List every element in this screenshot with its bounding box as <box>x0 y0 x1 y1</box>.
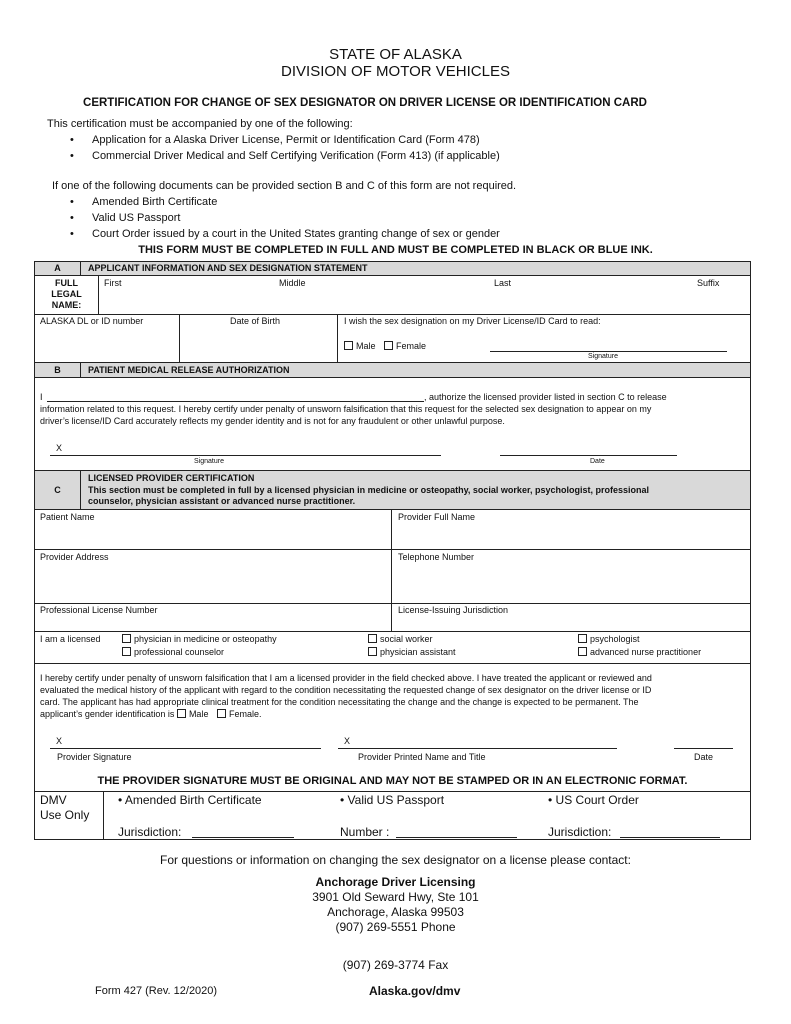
office-phone: (907) 269-5551 Phone <box>335 920 456 934</box>
alt-item-birth-certificate: • Amended Birth Certificate <box>92 196 217 209</box>
printed-name-line[interactable] <box>338 748 617 749</box>
section-b-letter: B <box>54 365 61 375</box>
printed-name-label: Provider Printed Name and Title <box>358 752 486 762</box>
original-signature-notice: THE PROVIDER SIGNATURE MUST BE ORIGINAL AND MAY NOT BE STAMPED OR IN AN ELECTRONIC FORMAT. <box>97 775 688 787</box>
form-title: CERTIFICATION FOR CHANGE OF SEX DESIGNATOR ON DRIVER LICENSE OR IDENTIFICATION CARD <box>83 97 647 109</box>
authorize-text: , authorize the licensed provider listed in section C to release <box>424 392 667 402</box>
dmv-jurisdiction-label-1: Jurisdiction: <box>118 825 182 839</box>
accompanied-text: This certification must be accompanied by one of the following: <box>47 118 353 130</box>
form-left-border <box>34 261 35 839</box>
provider-female-label: Female. <box>228 709 262 719</box>
state-heading: STATE OF ALASKA <box>329 46 462 63</box>
section-a-title: APPLICANT INFORMATION AND SEX DESIGNATION STATEMENT <box>88 263 368 273</box>
patient-date-line[interactable] <box>500 455 677 456</box>
patient-name-field[interactable] <box>36 524 390 548</box>
dmv-jurisdiction-field-1[interactable] <box>192 837 294 838</box>
provider-full-name-field[interactable] <box>393 524 749 548</box>
telephone-field[interactable] <box>393 564 749 602</box>
i-am-licensed-label: I am a licensed <box>40 634 101 644</box>
applicant-male-label: Male <box>356 341 376 351</box>
applicant-female-checkbox[interactable] <box>384 341 393 350</box>
jurisdiction-field[interactable] <box>393 617 749 630</box>
full-legal-name-label: FULL LEGAL NAME: <box>51 278 82 310</box>
provider-male-checkbox[interactable] <box>177 709 186 718</box>
division-heading: DIVISION OF MOTOR VEHICLES <box>281 63 510 80</box>
patient-signature-label: Signature <box>194 458 224 465</box>
certify-text-3: card. The applicant has had appropriate clinical treatment for the condition necessitating the change and the change is expected to be permanent. The <box>40 697 639 707</box>
office-fax: (907) 269-3774 Fax <box>342 958 449 972</box>
applicant-female-label: Female <box>396 341 427 351</box>
certify-text-4: applicant’s gender identification is <box>40 709 175 719</box>
website-link[interactable]: Alaska.gov/dmv <box>369 984 461 998</box>
certify-text-1: I hereby certify under penalty of unsworn falsification that I am a licensed provider in the field checked above. I have treated the applicant or reviewed and <box>40 673 652 683</box>
patient-date-label: Date <box>590 458 605 465</box>
accompany-item-form-413: • Commercial Driver Medical and Self Certifying Verification (Form 413) (if applicable) <box>92 150 500 163</box>
section-b-title: PATIENT MEDICAL RELEASE AUTHORIZATION <box>88 365 290 375</box>
nurse-practitioner-checkbox[interactable] <box>578 647 587 656</box>
provider-x-mark: X <box>56 736 63 746</box>
full-legal-name-field[interactable] <box>99 289 749 313</box>
printed-name-x-mark: X <box>344 736 351 746</box>
patient-signature-line[interactable] <box>50 455 441 456</box>
dob-field[interactable] <box>181 328 336 360</box>
dob-label: Date of Birth <box>230 316 281 326</box>
ink-notice: THIS FORM MUST BE COMPLETED IN FULL AND MUST BE COMPLETED IN BLACK OR BLUE INK. <box>138 244 653 256</box>
release-text-3: driver’s license/ID Card accurately reflects my gender identity and is not for any fraudulent or other unlawful purpose. <box>40 416 505 426</box>
physician-label: physician in medicine or osteopathy <box>134 634 277 644</box>
form-number: Form 427 (Rev. 12/2020) <box>95 985 218 997</box>
office-address-2: Anchorage, Alaska 99503 <box>327 905 464 919</box>
middle-name-label: Middle <box>279 278 306 288</box>
dmv-jurisdiction-field-2[interactable] <box>620 837 720 838</box>
patient-name-label: Patient Name <box>40 512 95 522</box>
office-address-1: 3901 Old Seward Hwy, Ste 101 <box>312 890 479 904</box>
dmv-court-order: • US Court Order <box>548 793 639 807</box>
dmv-number-field[interactable] <box>396 837 517 838</box>
suffix-label: Suffix <box>697 278 720 288</box>
counselor-label: professional counselor <box>134 647 225 657</box>
provider-full-name-label: Provider Full Name <box>398 512 476 522</box>
provider-signature-line[interactable] <box>50 748 321 749</box>
release-text-2: information related to this request. I hereby certify under penalty of unsworn falsification that this request for the selected sex designation to appear on my <box>40 404 652 414</box>
provider-address-field[interactable] <box>36 564 390 602</box>
applicant-male-checkbox[interactable] <box>344 341 353 350</box>
last-name-label: Last <box>494 278 512 288</box>
social-worker-label: social worker <box>380 634 433 644</box>
dmv-use-label: DMV Use Only <box>40 793 90 822</box>
dmv-number-label: Number : <box>340 825 390 839</box>
nurse-practitioner-label: advanced nurse practitioner <box>590 647 702 657</box>
physician-assistant-checkbox[interactable] <box>368 647 377 656</box>
alt-item-court-order: • Court Order issued by a court in the United States granting change of sex or gender <box>92 228 500 241</box>
patient-x-mark: X <box>56 443 63 453</box>
license-number-label: Professional License Number <box>40 605 158 615</box>
accompany-item-form-478: • Application for a Alaska Driver License, Permit or Identification Card (Form 478) <box>92 134 480 147</box>
psychologist-label: psychologist <box>590 634 640 644</box>
section-c-letter: C <box>54 485 61 495</box>
first-name-label: First <box>104 278 122 288</box>
dl-number-label: ALASKA DL or ID number <box>40 316 144 326</box>
provider-date-label: Date <box>694 752 714 762</box>
dmv-valid-passport: • Valid US Passport <box>340 793 445 807</box>
dmv-amended-birth-certificate: • Amended Birth Certificate <box>118 793 262 807</box>
dl-number-field[interactable] <box>36 328 178 360</box>
form-right-border <box>750 261 751 791</box>
provider-female-checkbox[interactable] <box>217 709 226 718</box>
dmv-jurisdiction-label-2: Jurisdiction: <box>548 825 612 839</box>
jurisdiction-label: License-Issuing Jurisdiction <box>398 605 509 615</box>
physician-assistant-label: physician assistant <box>380 647 456 657</box>
telephone-label: Telephone Number <box>398 552 475 562</box>
authorize-i: I <box>40 392 43 402</box>
provider-date-line[interactable] <box>674 748 733 749</box>
section-a-letter: A <box>54 263 61 273</box>
social-worker-checkbox[interactable] <box>368 634 377 643</box>
provider-address-label: Provider Address <box>40 552 109 562</box>
provider-signature-label: Provider Signature <box>57 752 132 762</box>
psychologist-checkbox[interactable] <box>578 634 587 643</box>
questions-text: For questions or information on changing the sex designator on a license please contact: <box>160 853 631 867</box>
provider-male-label: Male <box>188 709 209 719</box>
physician-checkbox[interactable] <box>122 634 131 643</box>
sex-wish-label: I wish the sex designation on my Driver License/ID Card to read: <box>344 316 601 326</box>
license-number-field[interactable] <box>36 617 390 630</box>
section-c-subtitle-2: counselor, physician assistant or advanced nurse practitioner. <box>88 496 356 506</box>
alt-item-passport: • Valid US Passport <box>92 212 180 225</box>
certify-text-2: evaluated the medical history of the applicant with regard to the condition necessitating the requested change of sex designator on the driver license or ID <box>40 685 652 695</box>
office-name: Anchorage Driver Licensing <box>315 875 476 889</box>
alternative-text: If one of the following documents can be provided section B and C of this form are not required. <box>52 180 517 192</box>
applicant-signature-label: Signature <box>588 353 618 360</box>
section-c-title: LICENSED PROVIDER CERTIFICATION <box>88 473 255 483</box>
applicant-signature-line[interactable] <box>490 351 727 352</box>
section-c-subtitle-1: This section must be completed in full by a licensed physician in medicine or osteopathy, social worker, psychologist, professional <box>88 485 649 495</box>
counselor-checkbox[interactable] <box>122 647 131 656</box>
patient-name-line[interactable] <box>47 401 424 402</box>
